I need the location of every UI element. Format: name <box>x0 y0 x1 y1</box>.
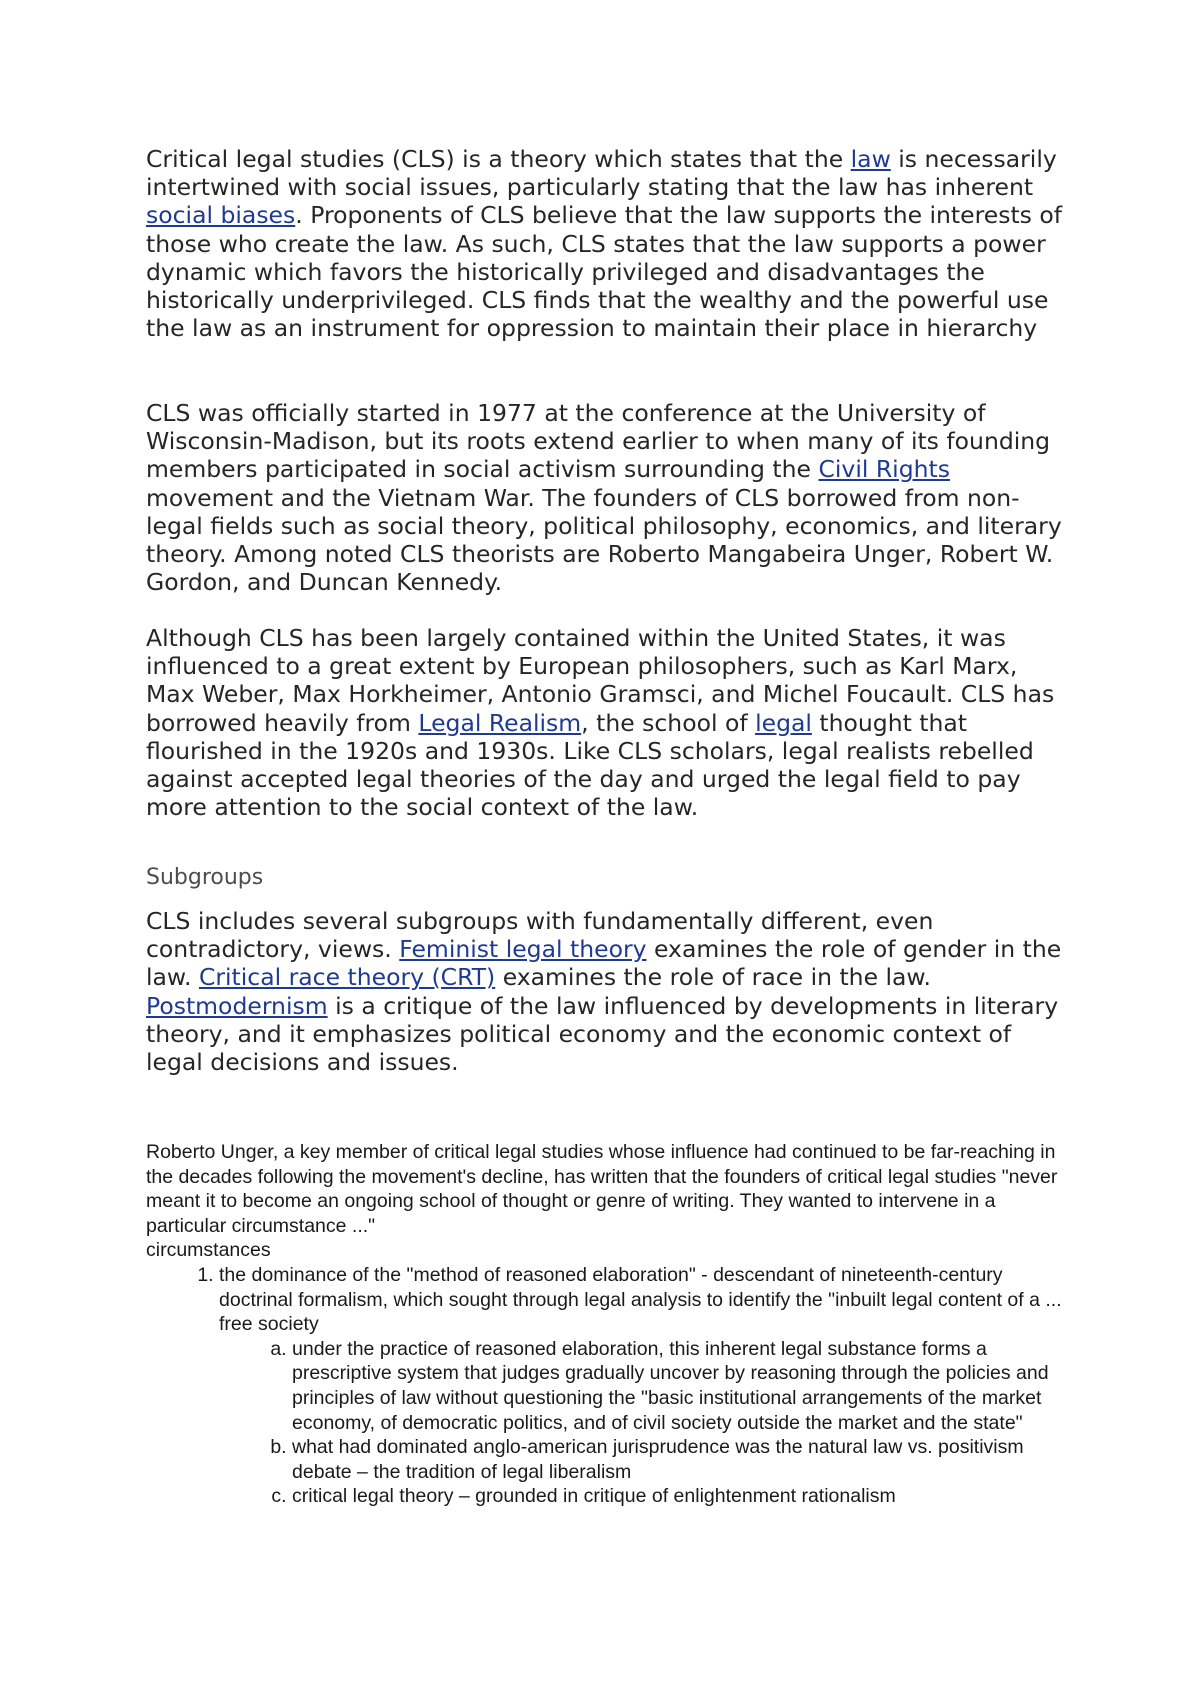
list-item-text: under the practice of reasoned elaboration, this inherent legal substance forms a prescriptive system that judges gradually uncover by reasoning through the policies and principles of law without questioning the "basic institutional arrangements of the market economy, of democratic politics, and of civil society outside the market and the state" <box>292 1337 1049 1434</box>
list-item <box>219 1263 1066 1509</box>
link-law[interactable]: law <box>850 145 891 173</box>
list-item-text: the dominance of the "method of reasoned elaboration" - descendant of nineteenth-century doctrinal formalism, which sought through legal analysis to identify the "inbuilt legal content of a ... free society <box>219 1263 1062 1336</box>
list-item-text: critical legal theory – grounded in critique of enlightenment rationalism <box>292 1485 896 1508</box>
text-run: , the school of <box>581 708 756 737</box>
subgroups-heading: Subgroups <box>146 865 264 890</box>
text-run: CLS includes several subgroups with fundamentally different, even contradictory, views. <box>146 907 934 964</box>
notes-intro: Roberto Unger, a key member of critical legal studies whose influence had continued to be far-reaching in the decades following the movement's decline, has written that the founders of critical legal studies "never meant it to become an ongoing school of thought or genre of writing. They wanted to intervene in a particular circumstance ..." <box>146 1141 1058 1237</box>
notes-section <box>146 1140 1066 1509</box>
paragraph-cls-history <box>146 399 1066 596</box>
text-run: Although CLS has been largely contained within the United States, it was influenced to a great extent by European philosophers, such as Karl Marx, Max Weber, Max Horkheimer, Antonio Gramsci, and Michel Foucault. CLS has borrowed heavily from <box>146 624 1055 737</box>
link-legal-realism[interactable]: Legal Realism <box>418 708 582 737</box>
sub-list <box>219 1337 1066 1509</box>
paragraph-cls-definition <box>146 145 1066 342</box>
list-item-text: what had dominated anglo-american jurisprudence was the natural law vs. positivism debate – the tradition of legal liberalism <box>292 1436 1024 1483</box>
text-run: is necessarily intertwined with social issues, particularly stating that the law has inherent <box>146 145 1057 202</box>
link-legal[interactable]: legal <box>755 708 812 737</box>
circumstances-list <box>146 1263 1066 1509</box>
list-item <box>292 1337 1066 1435</box>
link-civil-rights[interactable]: Civil Rights <box>818 455 950 484</box>
list-item <box>292 1435 1066 1484</box>
link-postmodernism[interactable]: Postmodernism <box>146 991 328 1020</box>
text-run: examines the role of gender in the law. <box>146 935 1062 992</box>
link-feminist-legal-theory[interactable]: Feminist legal theory <box>399 935 647 964</box>
text-run: thought that flourished in the 1920s and 1930s. Like CLS scholars, legal realists rebelled against accepted legal theories of the day and urged the legal field to pay more attention to the social context of the law. <box>146 708 1034 822</box>
text-run: movement and the Vietnam War. The founders of CLS borrowed from non-legal fields such as social theory, political philosophy, economics, and literary theory. Among noted CLS theorists are Roberto Mangabeira Unger, Robert W. Gordon, and Duncan Kennedy. <box>146 483 1062 597</box>
list-item <box>292 1484 1066 1509</box>
text-run: is a critique of the law influenced by developments in literary theory, and it emphasizes political economy and the economic context of legal decisions and issues. <box>146 991 1059 1077</box>
text-run: examines the role of race in the law. <box>495 963 931 992</box>
circumstances-label: circumstances <box>146 1239 271 1262</box>
link-social-biases[interactable]: social biases <box>146 201 296 230</box>
text-run: CLS was officially started in 1977 at the conference at the University of Wisconsin-Madison, but its roots extend earlier to when many of its founding members participated in social activism surrounding the <box>146 399 1051 484</box>
paragraph-cls-influences <box>146 624 1066 821</box>
link-critical-race-theory[interactable]: Critical race theory (CRT) <box>198 963 496 992</box>
text-run: Critical legal studies (CLS) is a theory which states that the <box>146 145 851 173</box>
text-run: . Proponents of CLS believe that the law supports the interests of those who create the law. As such, CLS states that the law supports a power dynamic which favors the historically privileged and disadvantages the historically underprivileged. CLS finds that the wealthy and the powerful use the law as an instrument for oppression to maintain their place in hierarchy <box>146 201 1063 343</box>
paragraph-subgroups <box>146 907 1066 1076</box>
